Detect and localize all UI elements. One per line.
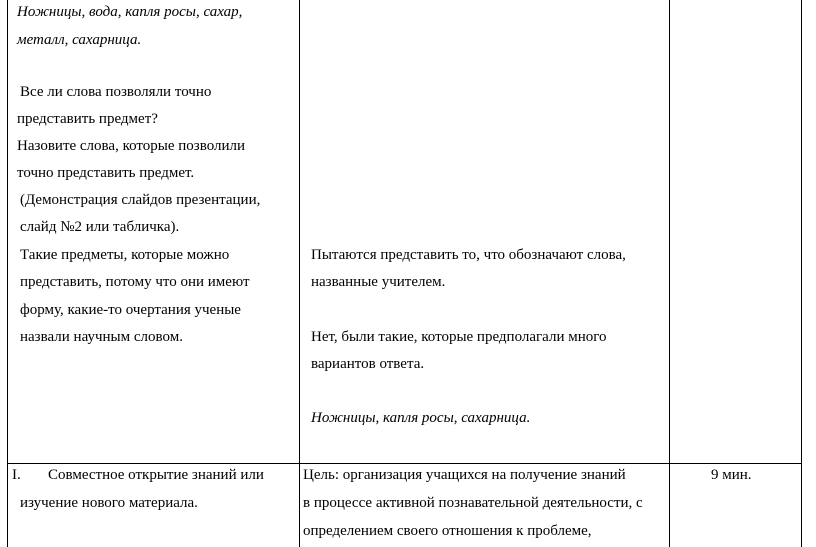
student-text-line-3: Нет, были такие, которые предполагали много	[311, 329, 607, 345]
teacher-text-line-4: точно представить предмет.	[17, 165, 195, 181]
teacher-text-line-1: Все ли слова позволяли точно	[20, 84, 212, 100]
goal-text-line-1: Цель: организация учащихся на получение знаний	[303, 467, 626, 483]
teacher-text-line-9: форму, какие-то очертания ученые	[20, 302, 241, 318]
time-value: 9 мин.	[711, 467, 752, 483]
table-divider-col2	[669, 0, 670, 547]
student-text-line-4: вариантов ответа.	[311, 356, 425, 372]
teacher-text-line-3: Назовите слова, которые позволили	[17, 138, 246, 154]
table-border-right	[801, 0, 802, 547]
table-border-left	[7, 0, 8, 547]
section-title-line-2: изучение нового материала.	[20, 495, 198, 511]
table-divider-col1	[299, 0, 300, 547]
teacher-text-line-2: представить предмет?	[17, 111, 158, 127]
student-text-line-2: названные учителем.	[311, 274, 446, 290]
italic-words-line-2: металл, сахарница.	[17, 32, 142, 48]
section-number: I.	[12, 467, 21, 483]
section-title-line-1: Совместное открытие знаний или	[48, 467, 264, 483]
goal-text-line-3: определением своего отношения к проблеме,	[303, 523, 592, 539]
italic-words-line-1: Ножницы, вода, капля росы, сахар,	[17, 4, 243, 20]
teacher-text-line-8: представить, потому что они имеют	[20, 274, 250, 290]
teacher-text-line-7: Такие предметы, которые можно	[20, 247, 230, 263]
student-italic-answer: Ножницы, капля росы, сахарница.	[311, 410, 531, 426]
goal-text-line-2: в процессе активной познавательной деятельности, с	[303, 495, 643, 511]
teacher-text-line-5: (Демонстрация слайдов презентации,	[20, 192, 261, 208]
table-row-divider	[7, 463, 802, 464]
teacher-text-line-6: слайд №2 или табличка).	[20, 219, 180, 235]
student-text-line-1: Пытаются представить то, что обозначают слова,	[311, 247, 626, 263]
teacher-text-line-10: назвали научным словом.	[20, 329, 183, 345]
